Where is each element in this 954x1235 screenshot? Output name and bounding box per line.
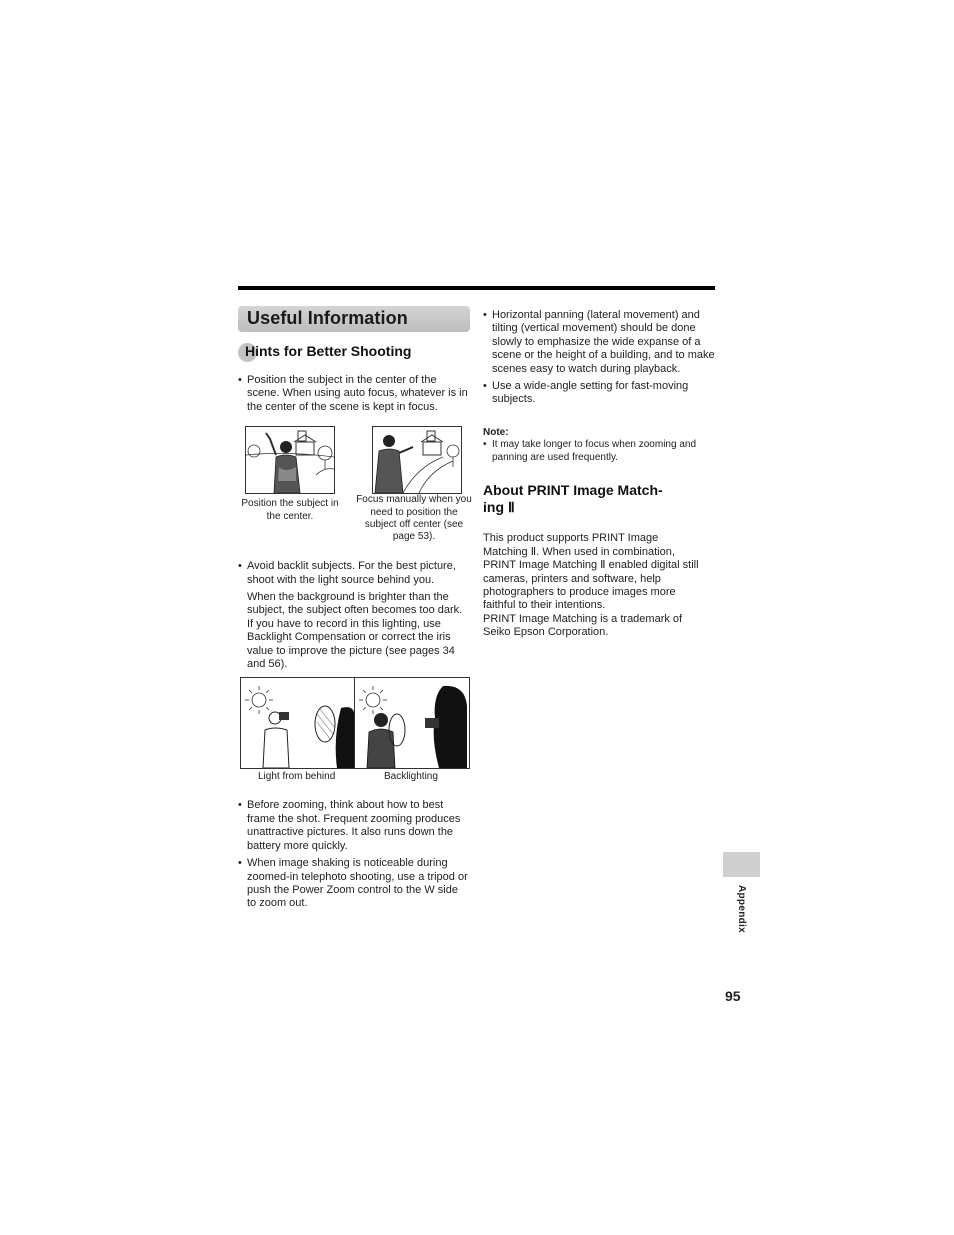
hint-bullet-4: • When image shaking is noticeable during zoomed-in telephoto shooting, use a tripod or push the Power Zoom control to the W side to zoom out. (238, 857, 470, 911)
hint-bullet-6: • Use a wide-angle setting for fast-moving subjects. (483, 380, 717, 407)
hint-bullet-5: • Horizontal panning (lateral movement) and tilting (vertical movement) should be done slowly to emphasize the wide expanse of a scene or the height of a building, and to make scenes easy to watch during playback. (483, 309, 717, 376)
figure-caption-backlighting: Backlighting (384, 771, 438, 783)
side-tab (723, 852, 760, 877)
figure-row-focus (238, 426, 470, 558)
hint-bullet-2-detail: When the background is brighter than the subject, the subject often becomes too dark. If you have to record in this lighting, use Backlight Compensation or correct the iris value to improve the picture (see pages 34 and 56). (247, 591, 463, 671)
hint-bullet-3: • Before zooming, think about how to best frame the shot. Frequent zooming produces unattractive pictures. It also runs down the battery more quickly. (238, 799, 470, 853)
figure-light-from-behind (240, 677, 356, 769)
hints-subhead (238, 342, 470, 364)
figure-subject-off-center (372, 426, 462, 494)
figure-subject-centered (245, 426, 335, 494)
top-rule (238, 286, 715, 290)
section-label: Appendix (736, 885, 747, 933)
figure-backlighting (354, 677, 470, 769)
title-bar (238, 306, 470, 332)
print-matching-paragraph-2: PRINT Image Matching is a trademark of Seiko Epson Corporation. (483, 612, 683, 639)
page-number: 95 (725, 988, 741, 1004)
page-title: Useful Information (247, 308, 408, 328)
print-matching-heading-line2: ing Ⅱ (483, 499, 515, 516)
right-column (483, 309, 717, 640)
print-matching-paragraph-1: This product supports PRINT Image Matching Ⅱ. When used in combination, PRINT Image Matching Ⅱ enabled digital still cameras, printers and software, help photographers to produce images more faithful to their intentions. (483, 532, 699, 612)
hint-bullet-1: • Position the subject in the center of the scene. When using auto focus, whatever is in the center of the scene is kept in focus. (238, 374, 470, 414)
figure-caption-centered: Position the subject in the center. (241, 498, 339, 522)
note-label: Note: (483, 426, 509, 438)
note-text: • It may take longer to focus when zooming and panning are used frequently. (483, 439, 717, 465)
figure-row-lighting (238, 677, 470, 799)
hint-bullet-2: • Avoid backlit subjects. For the best picture, shoot with the light source behind you. (238, 560, 470, 587)
left-column (238, 306, 470, 911)
figure-caption-off-center: Focus manually when you need to position the subject off center (see page 53). (356, 494, 472, 543)
figure-caption-light-behind: Light from behind (258, 771, 336, 783)
print-matching-heading (483, 482, 717, 516)
print-matching-heading-line1: About PRINT Image Match- (483, 482, 663, 499)
hints-heading: Hints for Better Shooting (245, 343, 412, 359)
